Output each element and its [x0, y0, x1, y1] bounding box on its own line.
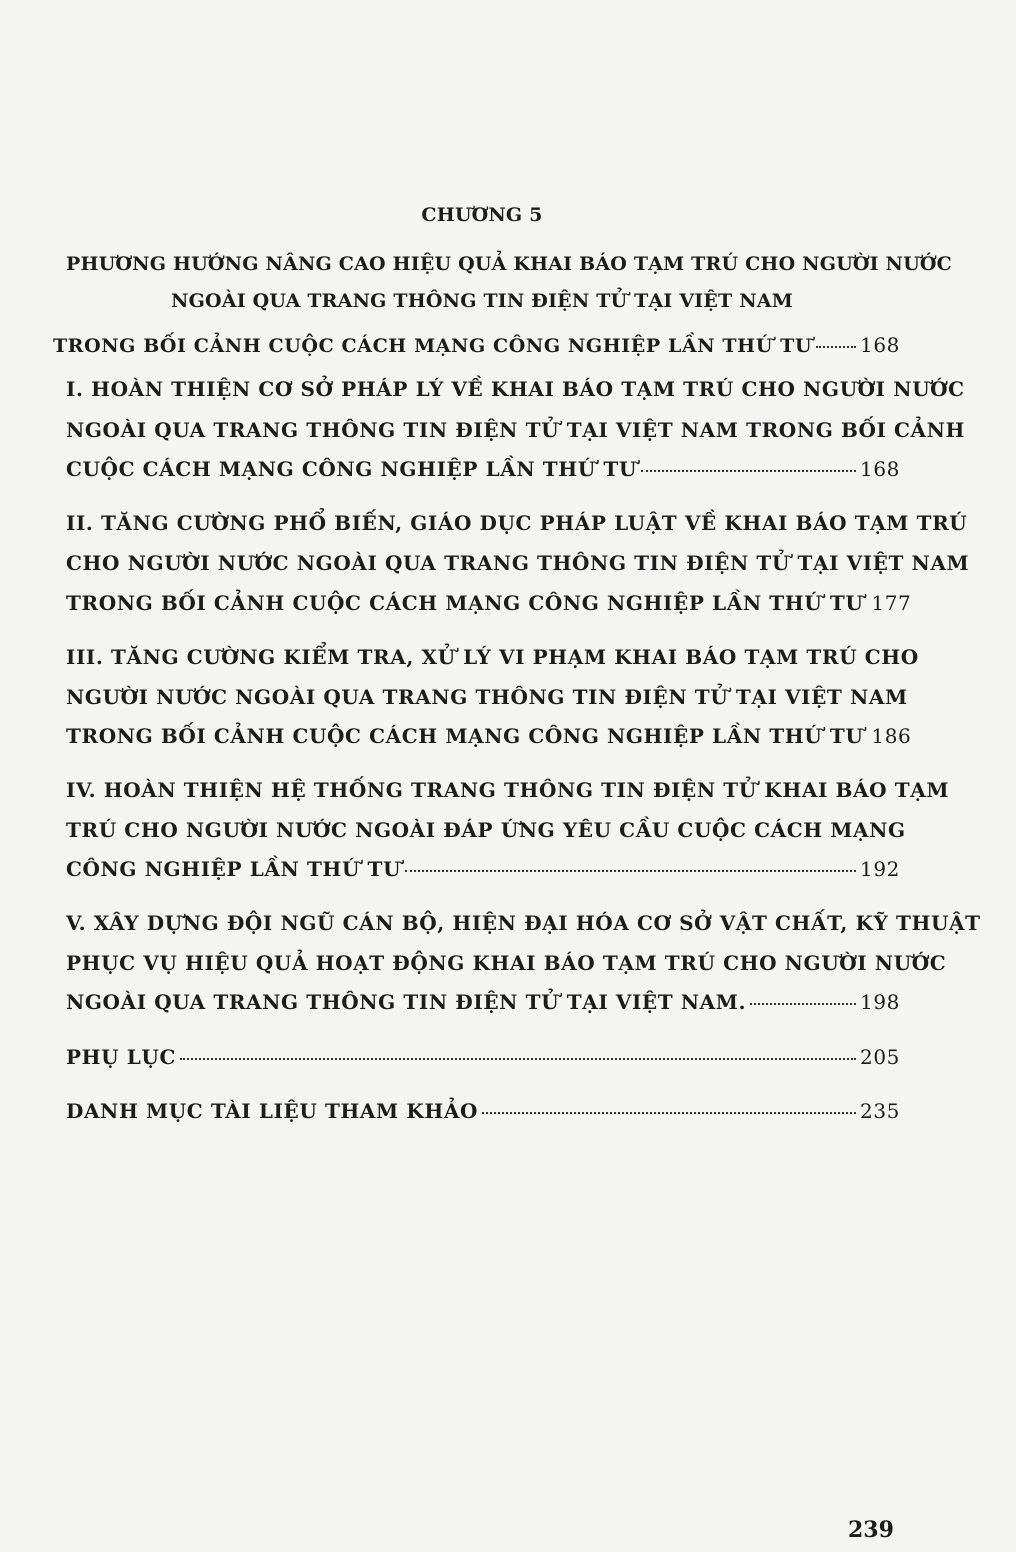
entry-1-line-1: I. HOÀN THIỆN CƠ SỞ PHÁP LÝ VỀ KHAI BÁO TẠM TRÚ CHO NGƯỜI NƯỚC [66, 377, 965, 401]
entry-4-line-1: IV. HOÀN THIỆN HỆ THỐNG TRANG THÔNG TIN ĐIỆN TỬ KHAI BÁO TẠM [66, 778, 950, 802]
entry-5-line-1: V. XÂY DỰNG ĐỘI NGŨ CÁN BỘ, HIỆN ĐẠI HÓA CƠ SỞ VẬT CHẤT, KỸ THUẬT [66, 911, 981, 935]
entry-4-page-ref: 192 [860, 857, 900, 881]
chapter-page-ref: 168 [860, 333, 900, 357]
dot-leader [816, 346, 856, 348]
references-title: DANH MỤC TÀI LIỆU THAM KHẢO [66, 1099, 478, 1123]
chapter-title-line-1: PHƯƠNG HƯỚNG NÂNG CAO HIỆU QUẢ KHAI BÁO TẠM TRÚ CHO NGƯỜI NƯỚC [66, 253, 952, 275]
entry-3-line-3-row [66, 724, 912, 748]
appendix-row [66, 1045, 900, 1069]
dot-leader [750, 1003, 856, 1005]
entry-3-line-2: NGƯỜI NƯỚC NGOÀI QUA TRANG THÔNG TIN ĐIỆN TỬ TẠI VIỆT NAM [66, 685, 908, 709]
entry-4-line-3-row [66, 857, 900, 881]
entry-1-line-2: NGOÀI QUA TRANG THÔNG TIN ĐIỆN TỬ TẠI VIỆT NAM TRONG BỐI CẢNH [66, 418, 966, 442]
dot-leader [641, 470, 856, 472]
dot-leader [405, 870, 856, 872]
entry-2-line-3-row [66, 591, 912, 615]
entry-1-page-ref: 168 [860, 457, 900, 481]
entry-2-line-2: CHO NGƯỜI NƯỚC NGOÀI QUA TRANG THÔNG TIN ĐIỆN TỬ TẠI VIỆT NAM [66, 551, 970, 575]
entry-5-line-2: PHỤC VỤ HIỆU QUẢ HOẠT ĐỘNG KHAI BÁO TẠM TRÚ CHO NGƯỜI NƯỚC [66, 951, 947, 975]
entry-4-line-3: CÔNG NGHIỆP LẦN THỨ TƯ [66, 857, 402, 881]
entry-4-line-2: TRÚ CHO NGƯỜI NƯỚC NGOÀI ĐÁP ỨNG YÊU CẦU CUỘC CÁCH MẠNG [66, 818, 906, 842]
entry-1-line-3: CUỘC CÁCH MẠNG CÔNG NGHIỆP LẦN THỨ TƯ [66, 457, 637, 481]
entry-5-line-3-row [66, 990, 900, 1014]
entry-2-line-1: II. TĂNG CƯỜNG PHỔ BIẾN, GIÁO DỤC PHÁP LUẬT VỀ KHAI BÁO TẠM TRÚ [66, 511, 968, 535]
appendix-page-ref: 205 [860, 1045, 900, 1069]
dot-leader [482, 1112, 856, 1114]
entry-5-page-ref: 198 [860, 990, 900, 1014]
chapter-label: CHƯƠNG 5 [421, 204, 543, 226]
references-row [66, 1099, 900, 1123]
page-number: 239 [848, 1517, 894, 1543]
dot-leader [180, 1058, 856, 1060]
entry-3-line-1: III. TĂNG CƯỜNG KIỂM TRA, XỬ LÝ VI PHẠM KHAI BÁO TẠM TRÚ CHO [66, 645, 919, 669]
entry-1-line-3-row [66, 457, 900, 481]
chapter-title-line-2: NGOÀI QUA TRANG THÔNG TIN ĐIỆN TỬ TẠI VIỆT NAM [171, 290, 793, 312]
entry-5-line-3: NGOÀI QUA TRANG THÔNG TIN ĐIỆN TỬ TẠI VIỆT NAM. [66, 990, 747, 1014]
entry-2-page-ref: 177 [871, 591, 912, 615]
entry-3-line-3: TRONG BỐI CẢNH CUỘC CÁCH MẠNG CÔNG NGHIỆP LẦN THỨ TƯ [66, 724, 864, 748]
chapter-title-line-3-row [52, 333, 900, 357]
entry-2-line-3: TRONG BỐI CẢNH CUỘC CÁCH MẠNG CÔNG NGHIỆP LẦN THỨ TƯ [66, 591, 864, 615]
chapter-title-line-3: TRONG BỐI CẢNH CUỘC CÁCH MẠNG CÔNG NGHIỆP LẦN THỨ TƯ [52, 335, 813, 357]
appendix-title: PHỤ LỤC [66, 1045, 176, 1069]
entry-3-page-ref: 186 [871, 724, 912, 748]
references-page-ref: 235 [860, 1099, 900, 1123]
